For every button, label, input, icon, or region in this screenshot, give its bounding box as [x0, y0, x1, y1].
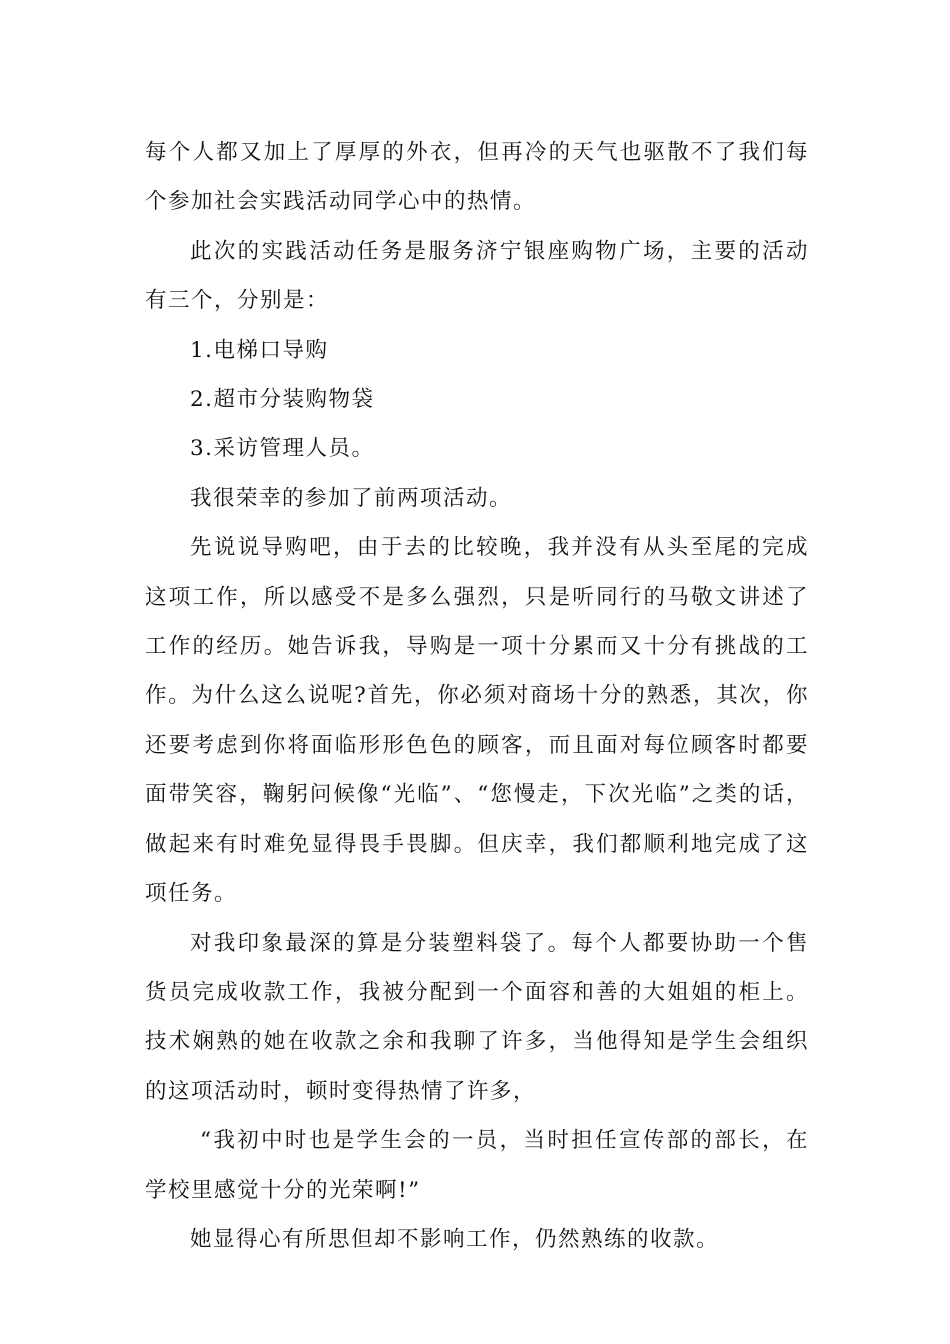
- paragraph-quote: “我初中时也是学生会的一员，当时担任宣传部的部长，在学校里感觉十分的光荣啊!”: [145, 1128, 809, 1203]
- paragraph-continued: 每个人都又加上了厚厚的外衣，但再冷的天气也驱散不了我们每个参加社会实践活动同学心中的热情。: [145, 140, 809, 215]
- list-item-3: 3.采访管理人员。: [190, 436, 375, 462]
- list-item-2: 2.超市分装购物袋: [190, 387, 375, 413]
- list-item-1: 1.电梯口导购: [190, 337, 329, 363]
- paragraph-bag-packing: 对我印象最深的算是分装塑料袋了。每个人都要协助一个售货员完成收款工作，我被分配到一个面容和善的大姐姐的柜上。技术娴熟的她在收款之余和我聊了许多，当他得知是学生会组织的这项活动时，顿时变得热情了许多，: [145, 930, 809, 1104]
- paragraph-shopping-guide: 先说说导购吧，由于去的比较晚，我并没有从头至尾的完成这项工作，所以感受不是多么强烈，只是听同行的马敬文讲述了工作的经历。她告诉我，导购是一项十分累而又十分有挑战的工作。为什么这么说呢?首先，你必须对商场十分的熟悉，其次，你还要考虑到你将面临形形色色的顾客，而且面对每位顾客时都要面带笑容，鞠躬问候像“光临”、“您慢走，下次光临”之类的话，做起来有时难免显得畏手畏脚。但庆幸，我们都顺利地完成了这项任务。: [145, 535, 809, 907]
- document-body: [145, 128, 809, 1264]
- paragraph-task-intro: 此次的实践活动任务是服务济宁银座购物广场，主要的活动有三个，分别是：: [145, 238, 809, 314]
- paragraph-participation: 我很荣幸的参加了前两项活动。: [190, 485, 513, 511]
- paragraph-closing: 她显得心有所思但却不影响工作，仍然熟练的收款。: [190, 1226, 720, 1252]
